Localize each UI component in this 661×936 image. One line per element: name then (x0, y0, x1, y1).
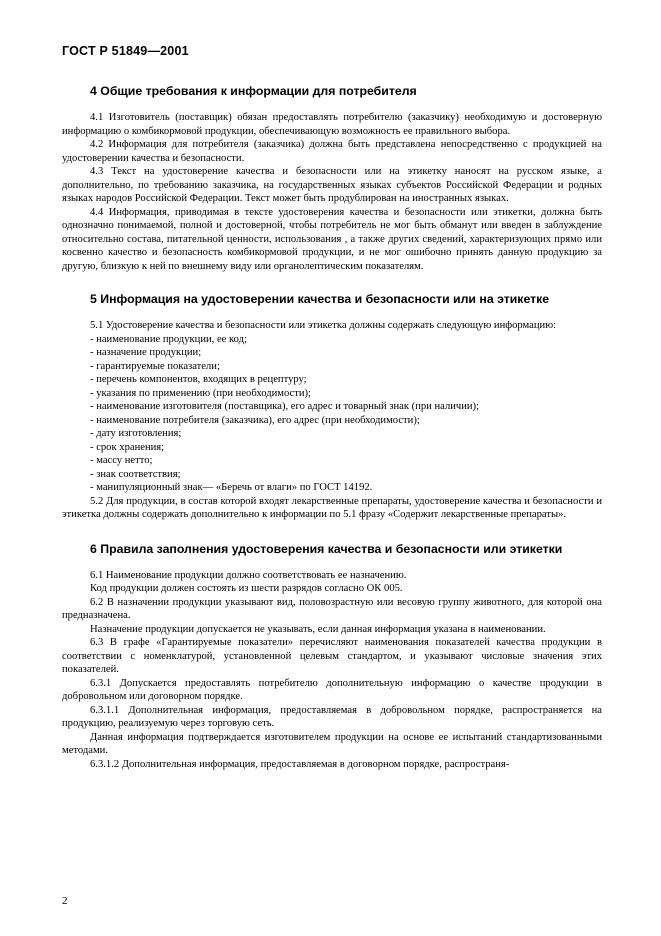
paragraph-5-2: 5.2 Для продукции, в состав которой входят лекарственные препараты, удостоверение качества и безопасности и этикетка должны содержать дополнительно к информации по 5.1 фразу «Содержит лекарственные препараты». (62, 495, 602, 520)
list-item: - перечень компонентов, входящих в рецептуру; (90, 373, 602, 387)
paragraph-4-2: 4.2 Информация для потребителя (заказчика) должна быть представлена непосредственно с продукцией на удостоверении качества и безопасности. (62, 139, 602, 164)
list-item: - манипуляционный знак— «Беречь от влаги» по ГОСТ 14192. (90, 481, 602, 495)
list-item: - наименование изготовителя (поставщика), его адрес и товарный знак (при наличии); (90, 400, 602, 414)
paragraph-6-1-code: Код продукции должен состоять из шести разрядов согласно ОК 005. (90, 583, 403, 594)
list-item: - гарантируемые показатели; (90, 360, 602, 374)
page-content (62, 84, 602, 771)
paragraph-4-4: 4.4 Информация, приводимая в тексте удостоверения качества и безопасности или этикетки, должна быть однозначно понимаемой, полной и достоверной, чтобы потребитель не мог быть обманут или введен в заблуждение относительно состава, питательной ценности, использования , а также других сведений, характеризующих прямо или косвенно качество и безопасность комбикормовой продукции, и не мог ошибочно принять данную продукцию за другую, близкую к ней по внешнему виду или органолептическим показателям. (62, 206, 602, 272)
list-item: - наименование продукции, ее код; (90, 333, 602, 347)
paragraph-6-3-1: 6.3.1 Допускается предоставлять потребителю дополнительную информацию о качестве продукции в добровольном или договорном порядке. (62, 677, 602, 702)
label-contents-list (62, 333, 602, 495)
paragraph-4-1: 4.1 Изготовитель (поставщик) обязан предоставлять потребителю (заказчику) необходимую и достоверную информацию о комбикормовой продукции, обеспечивающую возможность ее правильного выбора. (62, 112, 602, 137)
list-item: - наименование потребителя (заказчика), его адрес (при необходимости); (90, 414, 602, 428)
paragraph-6-2-note: Назначение продукции допускается не указывать, если данная информация указана в наименовании. (90, 623, 546, 635)
list-item: - дату изготовления; (90, 427, 602, 441)
list-item: - указания по применению (при необходимости); (90, 387, 602, 401)
paragraph-6-3-1-2: 6.3.1.2 Дополнительная информация, предоставляемая в договорном порядке, распространя- (90, 758, 510, 770)
paragraph-6-3-1-1-note: Данная информация подтверждается изготовителем продукции на основе ее испытаний стандартизованными методами. (62, 731, 602, 756)
paragraph-6-2: 6.2 В назначении продукции указывают вид, половозрастную или весовую группу животного, для которой она предназначена. (62, 596, 602, 621)
list-item: - срок хранения; (90, 441, 602, 455)
list-item: - назначение продукции; (90, 346, 602, 360)
section-4-title: 4 Общие требования к информации для потребителя (90, 84, 417, 98)
page-number: 2 (62, 895, 68, 907)
paragraph-6-1: 6.1 Наименование продукции должно соответствовать ее назначению. (90, 569, 407, 581)
paragraph-4-3: 4.3 Текст на удостоверение качества и безопасности или на этикетку наносят на русском языке, а дополнительно, по требованию заказчика, на государственных языках субъектов Российской Федерации и родных языках народов Российской Федерации. Текст может быть продублирован на иностранных языках. (62, 166, 602, 204)
list-item: - массу нетто; (90, 454, 602, 468)
section-5-title: 5 Информация на удостоверении качества и безопасности или на этикетке (90, 292, 550, 306)
document-code-header: ГОСТ Р 51849—2001 (62, 44, 189, 58)
section-6-title: 6 Правила заполнения удостоверения качества и безопасности или этикетки (90, 541, 563, 556)
paragraph-6-3: 6.3 В графе «Гарантируемые показатели» перечисляют наименования показателей качества продукции в соответствии с номенклатурой, установленной целевым стандартом, и указывают числовые значения этих показателей. (62, 637, 602, 675)
paragraph-6-3-1-1: 6.3.1.1 Дополнительная информация, предоставляемая в добровольном порядке, распространяется на продукцию, реализуемую через торговую сеть. (62, 704, 602, 729)
paragraph-5-1: 5.1 Удостоверение качества и безопасности или этикетка должны содержать следующую информацию: (90, 320, 557, 331)
list-item: - знак соответствия; (90, 468, 602, 482)
